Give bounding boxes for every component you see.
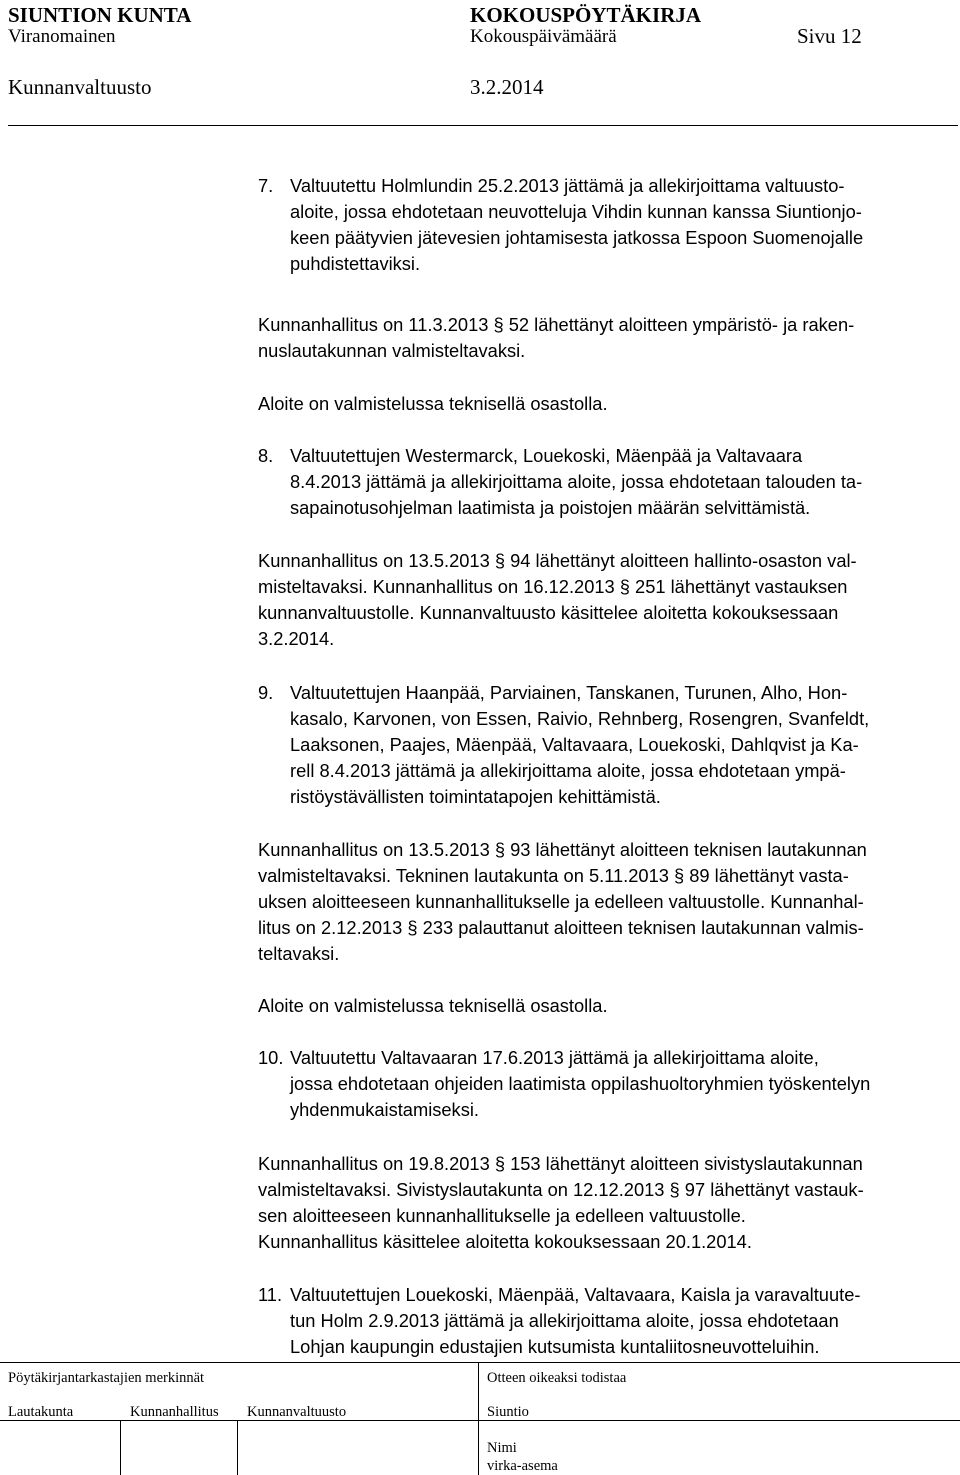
item-number: 10.: [258, 1047, 284, 1068]
item-text: Valtuutettujen Haanpää, Parviainen, Tanskanen, Turunen, Alho, Hon- kasalo, Karvonen, von Essen, Raivio, Rehnberg, Rosengren, Svanfeldt, Laaksonen, Paajes, Mäenpää, Valtavaara, Louekoski, Dahlqvist ja Ka- rell 8.4.2013 jättämä ja allekirjoittama aloite, jossa ehdotetaan ympä- ristöystävällisten toimintatapojen kehittämistä.: [290, 682, 870, 807]
footer-divider: [478, 1362, 479, 1475]
document-type: KOKOUSPÖYTÄKIRJA: [470, 3, 702, 27]
name-label: Nimi: [487, 1440, 517, 1456]
certify-label: Otteen oikeaksi todistaa: [487, 1370, 627, 1386]
place-label: Siuntio: [487, 1404, 529, 1420]
page-number: Sivu 12: [797, 24, 862, 48]
item-number: 8.: [258, 445, 274, 466]
paragraph: Aloite on valmistelussa teknisellä osastolla.: [258, 393, 608, 414]
footer-top-rule: [0, 1362, 960, 1363]
authority-label: Viranomainen: [8, 26, 116, 47]
paragraph: Kunnanhallitus on 19.8.2013 § 153 lähettänyt aloitteen sivistyslautakunnan valmisteltavaksi. Sivistyslautakunta on 12.12.2013 § 97 lähettänyt vastauk- sen aloitteeseen kunnanhallitukselle ja edelleen valtuustolle. Kunnanhallitus käsittelee aloitetta kokouksessaan 20.1.2014.: [258, 1153, 864, 1252]
title-label: virka-asema: [487, 1458, 558, 1474]
footer-col-board: Lautakunta: [8, 1404, 74, 1420]
item-text: Valtuutettu Holmlundin 25.2.2013 jättämä ja allekirjoittama valtuusto- aloite, jossa ehdotetaan neuvotteluja Vihdin kunnan kanssa Siuntionjo- keen päätyvien jätevesien johtamisesta jatkossa Espoon Suomenojalle puhdistettaviksi.: [290, 175, 864, 274]
meeting-body: Kunnanvaltuusto: [8, 75, 152, 99]
paragraph: Kunnanhallitus on 13.5.2013 § 94 lähettänyt aloitteen hallinto-osaston val- misteltavaksi. Kunnanhallitus on 16.12.2013 § 251 lähettänyt vastauksen kunnanvaltuustolle. Kunnanvaltuusto käsittelee aloitetta kokouksessaan 3.2.2014.: [258, 550, 857, 649]
paragraph: Kunnanhallitus on 13.5.2013 § 93 lähettänyt aloitteen teknisen lautakunnan valmisteltavaksi. Tekninen lautakunta on 5.11.2013 § 89 lähettänyt vasta- uksen aloitteeseen kunnanhallitukselle ja edelleen valtuustolle. Kunnanhal- litus on 2.12.2013 § 233 palauttanut aloitteen teknisen lautakunnan valmis- teltavaksi.: [258, 839, 867, 964]
item-number: 11.: [258, 1284, 283, 1305]
footer-divider: [120, 1420, 121, 1475]
footer-col-council: Kunnanvaltuusto: [247, 1404, 347, 1420]
paragraph: Aloite on valmistelussa teknisellä osastolla.: [258, 995, 608, 1016]
footer-col-executive: Kunnanhallitus: [130, 1404, 219, 1420]
item-text: Valtuutettujen Westermarck, Louekoski, Mäenpää ja Valtavaara 8.4.2013 jättämä ja allekirjoittama aloite, jossa ehdotetaan talouden ta- sapainotusohjelman laatimista ja poistojen määrän selvittämistä.: [290, 445, 863, 518]
meeting-date: 3.2.2014: [470, 75, 544, 99]
header-divider: [8, 125, 958, 126]
item-text: Valtuutettu Valtavaaran 17.6.2013 jättämä ja allekirjoittama aloite, jossa ehdotetaan ohjeiden laatimista oppilashuoltoryhmien työskentelyn yhdenmukaistamiseksi.: [290, 1047, 871, 1120]
meeting-date-label: Kokouspäivämäärä: [470, 26, 617, 47]
reviewer-marks-label: Pöytäkirjantarkastajien merkinnät: [8, 1370, 205, 1386]
item-number: 9.: [258, 682, 274, 703]
footer-divider: [237, 1420, 238, 1475]
item-text: Valtuutettujen Louekoski, Mäenpää, Valtavaara, Kaisla ja varavaltuute- tun Holm 2.9.2013 jättämä ja allekirjoittama aloite, jossa ehdotetaan Lohjan kaupungin edustajien kutsumista kuntaliitosneuvotteluihin.: [290, 1284, 861, 1357]
item-number: 7.: [258, 175, 274, 196]
paragraph: Kunnanhallitus on 11.3.2013 § 52 lähettänyt aloitteen ympäristö- ja raken- nuslautakunnan valmisteltavaksi.: [258, 314, 855, 361]
organization-name: SIUNTION KUNTA: [8, 3, 192, 27]
